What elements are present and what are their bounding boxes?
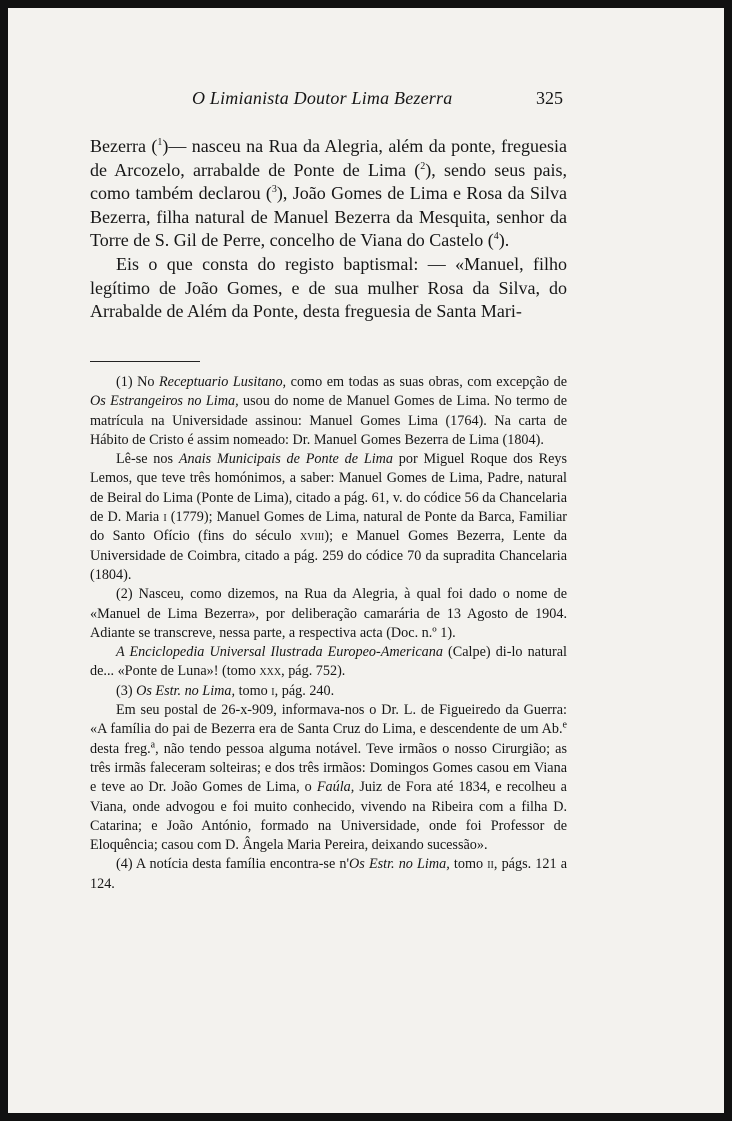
text-run: tomo: [449, 856, 488, 873]
text-run: , pág. 752).: [281, 663, 346, 680]
main-text: [90, 135, 567, 324]
text-run: ); e Manuel Gomes Bezerra, Lente da Universidade de Coimbra, citado a pág. 259 do códice 70 da supradita Chancelaria (1804).: [90, 528, 567, 583]
footnote-number: (3): [116, 682, 133, 699]
footnote-ref-4: 4: [493, 231, 499, 243]
footnote-number: (2): [116, 586, 133, 603]
footnote-3-continued: [90, 701, 567, 855]
footnote-2: [90, 585, 567, 643]
text-run: ).: [498, 230, 510, 251]
text-run: Juiz de Fora até 1834, e recolheu a Viana, onde advogou e foi muito conhecido, vivendo na Ribeira com a filha D. Catarina; e João António, formado na Universidade, onde foi Professor de Eloquência; casou com D. Ângela Maria Pereira, deixando sucessão».: [90, 779, 567, 854]
text-run: , pág. 240.: [274, 682, 335, 699]
footnote-1: [90, 373, 567, 450]
nickname: Faúla,: [316, 779, 355, 796]
text-run: desta freg.: [90, 740, 151, 757]
book-title: Os Estrangeiros no Lima,: [90, 393, 239, 410]
footnote-ref-2: 2: [420, 160, 426, 172]
text-run: , págs. 121 a 124.: [90, 856, 567, 892]
footnotes: [90, 373, 567, 894]
text-run: A notícia desta família encontra-se n': [132, 856, 350, 873]
roman-numeral: xviii: [299, 528, 325, 545]
roman-numeral: xxx: [259, 663, 282, 680]
text-run: Bezerra (: [90, 136, 158, 156]
page-number: 325: [536, 88, 563, 108]
footnote-4: [90, 855, 567, 894]
text-run: , não tendo pessoa alguma notável. Teve irmãos o nosso Cirurgião; as três irmãs faleceram solteiras; e dos três irmãos: Domingos Gomes casou em Viana e teve ao Dr. João Gomes de Lima, o: [90, 740, 567, 796]
text-run: ), João Gomes de Lima e Rosa da Silva Bezerra, filha natural de Manuel Bezerra da Mesquita, senhor da Torre de S. Gil de Perre, concelho de Viana do Castelo (: [90, 183, 567, 251]
running-title: O Limianista Doutor Lima Bezerra: [192, 88, 453, 108]
footnote-3: [90, 682, 567, 701]
footnote-separator: [90, 361, 200, 362]
text-run: como em todas as suas obras, com excepção de: [286, 374, 567, 390]
footnote-1-continued: [90, 450, 567, 585]
paragraph-2: Eis o que consta do registo baptismal: — «Manuel, filho legítimo de João Gomes, e de sua mulher Rosa da Silva, do Arrabalde de Além da Ponte, desta freguesia de Santa Mari-: [90, 253, 567, 322]
footnote-number: (1): [116, 374, 133, 390]
book-page: [8, 8, 724, 1113]
roman-numeral: ii: [487, 856, 494, 873]
text-run: por Miguel Roque dos Reys Lemos, que teve três homónimos, a saber: Manuel Gomes de Lima, Padre, natural de Beiral do Lima (Ponte de Lima), citado a pág. 61, v. do códice 56 da Chancelaria de D. Maria: [90, 451, 567, 526]
text-run: Em seu postal de 26-x-909, informava-nos o Dr. L. de Figueiredo da Guerra: «A família do pai de Bezerra era de Santa Cruz do Lima, e descendente de um Ab.: [90, 702, 567, 738]
book-title: Receptuario Lusitano,: [159, 374, 287, 390]
book-title: Os Estr. no Lima,: [136, 682, 236, 699]
footnote-ref-1: 1: [157, 137, 163, 148]
roman-numeral: i: [271, 682, 275, 699]
superscript: a: [150, 738, 156, 750]
text-run: usou do nome de Manuel Gomes de Lima. No termo de matrícula na Universidade assinou: Manuel Gomes Lima (1764). Na carta de Hábito de Cristo é assim nomeado: Dr. Manuel Gomes Bezerra de Lima (1804).: [90, 393, 568, 448]
footnote-number: (4): [116, 856, 133, 873]
text-run: Nasceu, como dizemos, na Rua da Alegria, à qual foi dado o nome de «Manuel de Lima Bezerra», por deliberação camarária de 13 Agosto de 1904. Adiante se transcreve, nessa parte, a respectiva acta (Doc. n.º 1).: [90, 586, 567, 641]
footnote-ref-3: 3: [271, 184, 277, 196]
text-run: Lê-se nos: [116, 451, 179, 468]
book-title: A Enciclopedia Universal Ilustrada Europeo-Americana: [116, 644, 443, 661]
text-run: )— nasceu na Rua da Alegria, além da ponte, freguesia de Arcozelo, arrabalde de Ponte de Lima (: [90, 136, 568, 180]
roman-numeral: i: [163, 509, 167, 526]
book-title: Anais Municipais de Ponte de Lima: [178, 451, 393, 468]
superscript: e: [562, 719, 567, 731]
book-title: Os Estr. no Lima,: [349, 856, 450, 873]
paragraph-1: [90, 135, 567, 253]
footnote-2-continued: [90, 643, 567, 682]
text-run: No: [132, 374, 159, 390]
page-header: [8, 88, 724, 112]
text-run: (1779); Manuel Gomes de Lima, natural de Ponte da Barca, Familiar do Santo Ofício (fins do século: [90, 509, 567, 545]
text-run: ), sendo seus pais, como também declarou (: [90, 159, 567, 204]
text-run: tomo: [235, 682, 272, 699]
text-run: (Calpe) di-lo natural de... «Ponte de Luna»! (tomo: [90, 644, 567, 680]
